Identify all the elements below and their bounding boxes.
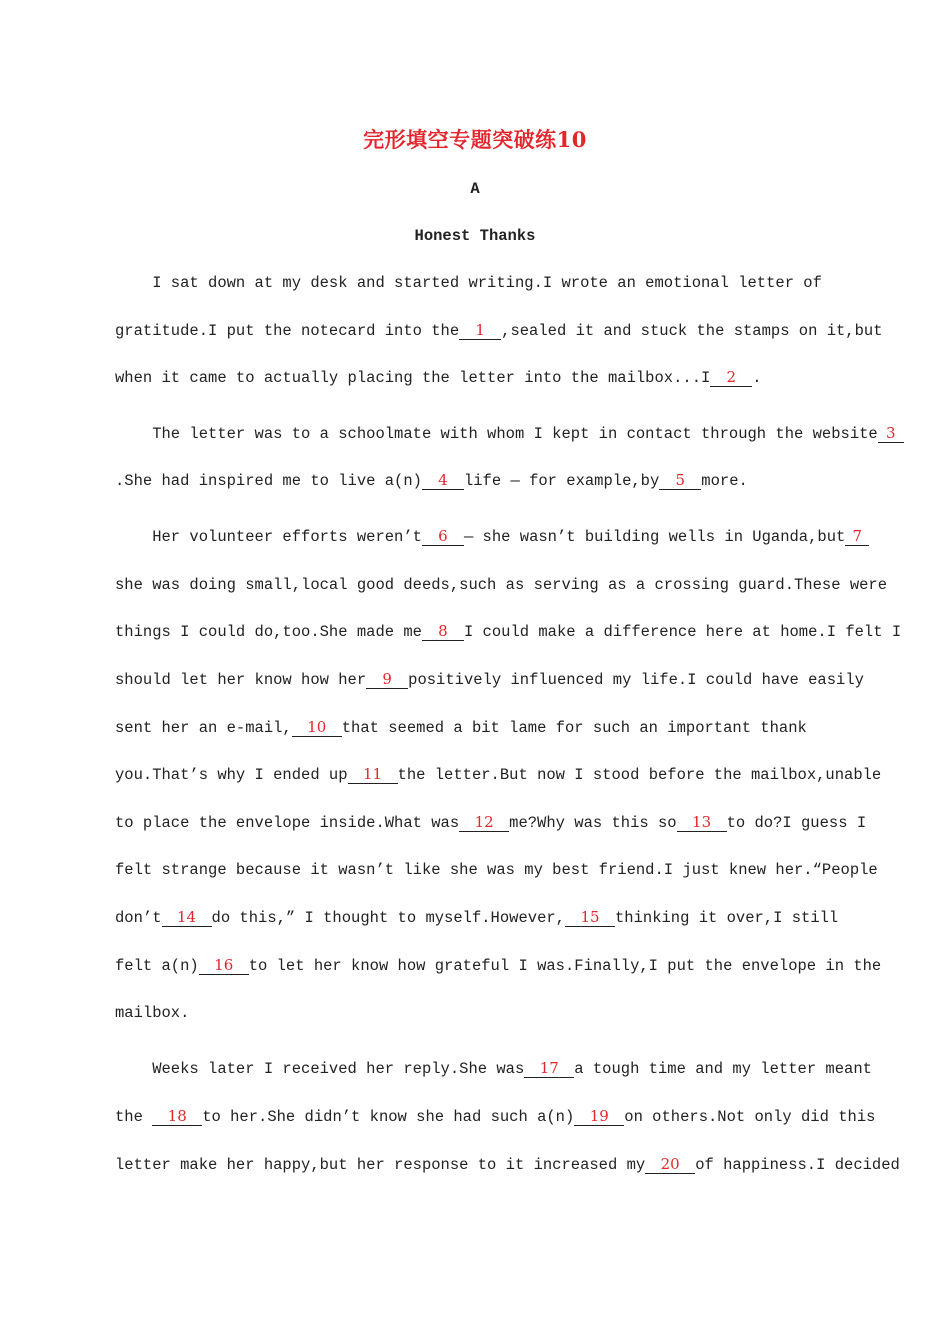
passage-text: The letter was to a schoolmate with whom I kept in contact through the website bbox=[115, 425, 878, 443]
blank-3: 3 bbox=[878, 425, 904, 443]
blank-8: 8 bbox=[422, 623, 464, 641]
passage-text: to her.She didn’t know she had such a(n) bbox=[202, 1108, 575, 1126]
passage-line bbox=[115, 813, 867, 832]
passage-text: ,sealed it and stuck the stamps on it,but bbox=[501, 322, 883, 340]
blank-15: 15 bbox=[565, 909, 615, 927]
passage-line bbox=[115, 1107, 876, 1126]
passage-text: to let her know how grateful I was.Finally,I put the envelope in the bbox=[248, 957, 882, 975]
blank-14: 14 bbox=[162, 909, 212, 927]
passage-text: do this,” I thought to myself.However, bbox=[211, 909, 565, 927]
blank-10: 10 bbox=[292, 719, 342, 737]
document-title: 完形填空专题突破练10 bbox=[363, 127, 587, 152]
passage-text: the letter.But now I stood before the mailbox,unable bbox=[397, 766, 882, 784]
passage-line bbox=[115, 1004, 835, 1022]
passage-line bbox=[115, 576, 888, 594]
passage-line bbox=[115, 622, 902, 641]
passage-text: . bbox=[752, 369, 762, 387]
passage-text: Her volunteer efforts weren’t bbox=[115, 528, 422, 546]
passage-text: that seemed a bit lame for such an important thank bbox=[341, 719, 807, 737]
blank-4: 4 bbox=[422, 472, 464, 490]
passage-line bbox=[115, 1059, 872, 1078]
blank-20: 20 bbox=[645, 1156, 695, 1174]
passage-line bbox=[115, 765, 882, 784]
passage-text: of happiness.I decided bbox=[695, 1156, 900, 1174]
blank-9: 9 bbox=[366, 671, 408, 689]
passage-text: positively influenced my life.I could have easily bbox=[408, 671, 864, 689]
passage-text: on others.Not only did this bbox=[624, 1108, 876, 1126]
passage-text: I sat down at my desk and started writing.I wrote an emotional letter of bbox=[115, 274, 822, 292]
blank-18: 18 bbox=[152, 1108, 202, 1126]
passage-line bbox=[115, 719, 835, 737]
passage-text: I could make a difference here at home.I felt I bbox=[463, 623, 902, 641]
passage-line bbox=[115, 670, 864, 689]
passage-text: mailbox. bbox=[115, 1004, 190, 1022]
blank-16: 16 bbox=[199, 957, 249, 975]
section-label: A bbox=[470, 180, 480, 198]
passage-text: life — for example,by bbox=[463, 472, 660, 490]
passage-text: me?Why was this so bbox=[509, 814, 677, 832]
passage-text: Weeks later I received her reply.She was bbox=[115, 1060, 525, 1078]
blank-19: 19 bbox=[574, 1108, 624, 1126]
passage-text: things I could do,too.She made me bbox=[115, 623, 422, 641]
passage-text: sent her an e-mail, bbox=[115, 719, 292, 737]
blank-13: 13 bbox=[677, 814, 727, 832]
passage-text: you.That’s why I ended up bbox=[115, 766, 348, 784]
blank-5: 5 bbox=[659, 472, 701, 490]
blank-2: 2 bbox=[710, 369, 752, 387]
passage-line bbox=[115, 472, 835, 490]
passage-line bbox=[115, 424, 896, 443]
passage-text: gratitude.I put the notecard into the bbox=[115, 322, 460, 340]
passage-text: when it came to actually placing the letter into the mailbox...I bbox=[115, 369, 711, 387]
blank-12: 12 bbox=[459, 814, 509, 832]
passage-text: she was doing small,local good deeds,such as serving as a crossing guard.These were bbox=[115, 576, 888, 594]
blank-11: 11 bbox=[348, 766, 398, 784]
passage-text: letter make her happy,but her response to it increased my bbox=[115, 1156, 646, 1174]
passage-line bbox=[115, 369, 835, 387]
passage-text: the bbox=[115, 1108, 153, 1126]
passage-text: don’t bbox=[115, 909, 162, 927]
passage-text: thinking it over,I still bbox=[614, 909, 839, 927]
passage-title: Honest Thanks bbox=[414, 227, 536, 245]
blank-1: 1 bbox=[459, 322, 501, 340]
blank-7: 7 bbox=[845, 528, 869, 546]
passage-line bbox=[115, 527, 863, 546]
passage-text: felt strange because it wasn’t like she was my best friend.I just knew her.“People bbox=[115, 861, 878, 879]
blank-6: 6 bbox=[422, 528, 464, 546]
passage-line bbox=[115, 861, 878, 879]
passage-line bbox=[115, 956, 882, 975]
passage-text: should let her know how her bbox=[115, 671, 367, 689]
passage-line bbox=[115, 274, 835, 292]
passage-line bbox=[115, 321, 883, 340]
passage-text: to do?I guess I bbox=[726, 814, 867, 832]
passage-line bbox=[115, 908, 839, 927]
passage-text: felt a(n) bbox=[115, 957, 199, 975]
passage-text: — she wasn’t building wells in Uganda,but bbox=[463, 528, 846, 546]
blank-17: 17 bbox=[524, 1060, 574, 1078]
passage-text: a tough time and my letter meant bbox=[574, 1060, 872, 1078]
passage-text: more. bbox=[701, 472, 748, 490]
passage-text: to place the envelope inside.What was bbox=[115, 814, 460, 832]
passage-text: .She had inspired me to live a(n) bbox=[115, 472, 422, 490]
passage-line bbox=[115, 1155, 900, 1174]
